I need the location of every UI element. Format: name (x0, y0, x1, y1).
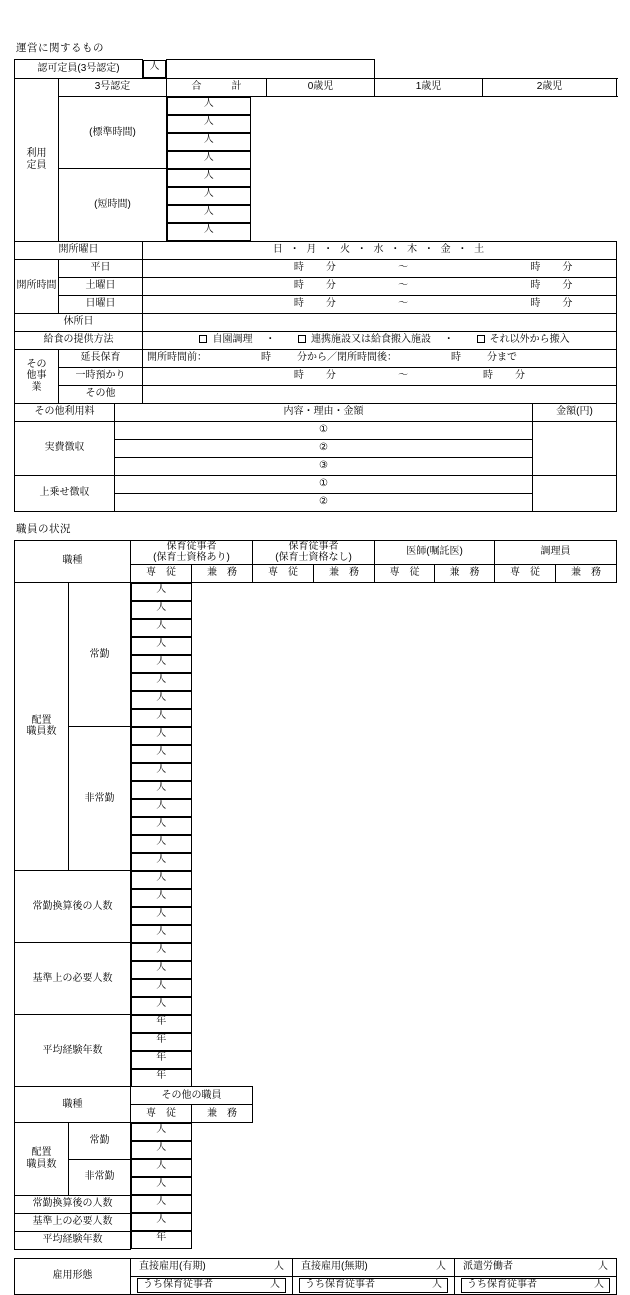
staff-col-certified: 保育従事者 (保育士資格あり) (131, 540, 253, 564)
row-staff-nonregular (15, 727, 617, 871)
extended-care-hour2: 時 (451, 352, 462, 364)
usage-standard-age0[interactable]: 人 (167, 115, 251, 133)
employment-type-label: 雇用形態 (15, 1258, 131, 1294)
other-staff-regular-full[interactable]: 人 (131, 1123, 192, 1141)
extended-care-min-to: 分まで (487, 352, 518, 364)
staff-regular-uncertified-part[interactable]: 人 (131, 637, 192, 655)
extended-care-prefix: 開所時間前： (147, 352, 208, 364)
staff-regular-certified-part[interactable]: 人 (131, 601, 192, 619)
other-fte-label: 常勤換算後の人数 (15, 1195, 131, 1213)
other-staff-count-label: 配置 職員数 (15, 1123, 69, 1196)
staff-job-label: 職種 (15, 540, 131, 582)
avg-exp-certified[interactable]: 年 (131, 1015, 192, 1033)
other-fees-col-content: 内容・理由・金額 (115, 403, 533, 421)
row-open-hours-sunday (15, 295, 617, 313)
required-doctor[interactable]: 人 (131, 979, 192, 997)
extended-care-min-from: 分から／閉所時間後： (297, 352, 398, 364)
actual-fee-label: 実費徴収 (15, 421, 115, 475)
weekday-min2: 分 (562, 262, 573, 274)
row-other-avg-exp (15, 1231, 253, 1249)
open-hours-weekday-label: 平日 (59, 259, 143, 277)
row-authorized-capacity (15, 60, 617, 79)
employment-fixed-term-label: 直接雇用(有期) (139, 1261, 206, 1273)
extra-fee-item-2[interactable]: ② (115, 493, 533, 511)
usage-standard-total[interactable]: 人 (167, 97, 251, 115)
other-business-label: その 他事 業 (15, 349, 59, 403)
staff-nonregular-cook-full[interactable]: 人 (131, 835, 192, 853)
avg-exp-uncertified[interactable]: 年 (131, 1033, 192, 1051)
operations-table (14, 59, 617, 404)
saturday-min: 分 (325, 280, 336, 292)
saturday-hour2: 時 (530, 280, 541, 292)
sunday-min2: 分 (562, 298, 573, 310)
open-days-label: 開所曜日 (15, 241, 143, 259)
temporary-care-label: 一時預かり (59, 367, 143, 385)
row-employment-main (15, 1258, 617, 1276)
other-fees-col-amount: 金額(円) (533, 403, 617, 421)
employment-fixed-term-sub-label: うち保育従事者 (143, 1279, 213, 1291)
other-business-other-value[interactable] (143, 385, 617, 403)
extra-fee-label: 上乗せ徴収 (15, 475, 115, 511)
checkbox-icon-self-cooking[interactable] (199, 335, 207, 343)
required-uncertified[interactable]: 人 (131, 961, 192, 979)
open-days-value[interactable]: 日 ・ 月 ・ 火 ・ 水 ・ 木 ・ 金 ・ 土 (143, 241, 617, 259)
weekday-tilde: 〜 (398, 262, 409, 274)
row-open-days (15, 241, 617, 259)
usage-header-age2: 2歳児 (483, 78, 617, 96)
staff-nonregular-certified-part[interactable]: 人 (131, 745, 192, 763)
required-certified[interactable]: 人 (131, 943, 192, 961)
staff-regular-doctor-full[interactable]: 人 (131, 655, 192, 673)
other-staff-nonregular-part[interactable]: 人 (131, 1177, 192, 1195)
other-staff-regular-part[interactable]: 人 (131, 1141, 192, 1159)
employment-type-table (14, 1258, 617, 1295)
meal-separator-2: ・ (443, 334, 454, 346)
row-other-staff-regular (15, 1123, 253, 1160)
subheader-cook-full: 専 従 (495, 564, 556, 582)
row-other-fees-header (15, 403, 617, 421)
weekday-hour: 時 (293, 262, 304, 274)
employment-dispatch-sub[interactable] (461, 1278, 610, 1293)
actual-fee-item-1[interactable]: ① (115, 421, 533, 439)
other-avg-exp-label: 平均経験年数 (15, 1231, 131, 1249)
staff-nonregular-uncertified-full[interactable]: 人 (131, 763, 192, 781)
row-other-required (15, 1213, 253, 1231)
employment-fixed-term-sub[interactable] (137, 1278, 286, 1293)
open-hours-saturday-label: 土曜日 (59, 277, 143, 295)
open-hours-label: 開所時間 (15, 259, 59, 313)
employment-fixed-term-unit: 人 (274, 1261, 284, 1273)
closed-days-value[interactable] (143, 313, 617, 331)
meal-separator-1: ・ (265, 334, 276, 346)
sunday-hour2: 時 (530, 298, 541, 310)
meal-method-label: 給食の提供方法 (15, 331, 143, 349)
open-hours-saturday-value[interactable] (143, 277, 617, 295)
staff-col-uncertified: 保育従事者 (保育士資格なし) (253, 540, 375, 564)
employment-fixed-term[interactable] (131, 1258, 293, 1276)
fte-doctor[interactable]: 人 (131, 907, 192, 925)
staff-table-other (14, 1086, 253, 1250)
employment-permanent-sub[interactable] (299, 1278, 448, 1293)
other-fees-label: その他利用料 (15, 403, 115, 421)
other-fte-value[interactable]: 人 (131, 1195, 192, 1213)
saturday-tilde: 〜 (398, 280, 409, 292)
employment-fixed-term-sub-unit: 人 (270, 1279, 280, 1291)
staff-nonregular-label: 非常勤 (69, 727, 131, 871)
meal-option-2: 連携施設又は給食搬入施設 (311, 334, 432, 346)
open-hours-sunday-value[interactable] (143, 295, 617, 313)
avg-exp-label: 平均経験年数 (15, 1015, 131, 1087)
employment-dispatch-sub-cell (455, 1276, 617, 1294)
staff-nonregular-doctor-part[interactable]: 人 (131, 817, 192, 835)
usage-header-age0: 0歳児 (267, 78, 375, 96)
employment-permanent-sub-unit: 人 (432, 1279, 442, 1291)
sunday-hour: 時 (293, 298, 304, 310)
subheader-certified-full: 専 従 (131, 564, 192, 582)
actual-fee-item-2[interactable]: ② (115, 439, 533, 457)
row-staff-job-header (15, 540, 617, 564)
staff-count-label: 配置 職員数 (15, 582, 69, 871)
other-staff-nonregular-label: 非常勤 (69, 1159, 131, 1195)
extra-fee-amount[interactable] (533, 475, 617, 511)
row-average-experience (15, 1015, 617, 1087)
subheader-doctor-part: 兼 務 (435, 564, 495, 582)
temporary-tilde: 〜 (398, 370, 409, 382)
employment-dispatch-sub-label: うち保育従事者 (467, 1279, 537, 1291)
employment-permanent-label: 直接雇用(無期) (301, 1261, 368, 1273)
temporary-min2: 分 (515, 370, 526, 382)
temporary-hour2: 時 (483, 370, 494, 382)
usage-header-age1: 1歳児 (375, 78, 483, 96)
open-hours-sunday-label: 日曜日 (59, 295, 143, 313)
subheader-uncertified-full: 専 従 (253, 564, 314, 582)
usage-short-age2[interactable]: 人 (167, 223, 251, 241)
temporary-hour: 時 (293, 370, 304, 382)
usage-short-total[interactable]: 人 (167, 169, 251, 187)
row-other-staff-header (15, 1087, 253, 1105)
usage-short-age1[interactable]: 人 (167, 205, 251, 223)
other-fees-table (14, 403, 617, 512)
staff-nonregular-cook-part[interactable]: 人 (131, 853, 192, 871)
fte-certified[interactable]: 人 (131, 871, 192, 889)
other-staff-column: その他の職員 (131, 1087, 253, 1105)
usage-standard-age1[interactable]: 人 (167, 133, 251, 151)
staff-regular-cook-full[interactable]: 人 (131, 691, 192, 709)
row-extra-fee-1 (15, 475, 617, 493)
row-open-hours-weekday (15, 259, 617, 277)
saturday-min2: 分 (562, 280, 573, 292)
row-usage-short (15, 169, 617, 242)
usage-short-age0[interactable]: 人 (167, 187, 251, 205)
usage-short-label: (短時間) (59, 169, 167, 242)
staff-regular-certified-full[interactable]: 人 (131, 583, 192, 601)
actual-fee-item-3[interactable]: ③ (115, 457, 533, 475)
row-staff-regular (15, 582, 617, 727)
staff-regular-label: 常勤 (69, 582, 131, 727)
staff-col-cook: 調理員 (495, 540, 617, 564)
meal-option-3: それ以外から搬入 (489, 334, 570, 346)
usage-capacity-label: 利用 定員 (15, 78, 59, 241)
checkbox-icon-partner-facility[interactable] (298, 335, 306, 343)
row-extended-care (15, 349, 617, 367)
employment-permanent-sub-cell (293, 1276, 455, 1294)
fte-label: 常勤換算後の人数 (15, 871, 131, 943)
staff-table-main (14, 540, 617, 1088)
avg-exp-doctor[interactable]: 年 (131, 1051, 192, 1069)
temporary-care-value[interactable] (143, 367, 617, 385)
required-label: 基準上の必要人数 (15, 943, 131, 1015)
avg-exp-cook[interactable]: 年 (131, 1069, 192, 1087)
meal-option-1: 自園調理 (212, 334, 253, 346)
section-title-operations: 運営に関するもの (16, 42, 104, 54)
staff-regular-uncertified-full[interactable]: 人 (131, 619, 192, 637)
other-avg-exp-value[interactable]: 年 (131, 1231, 192, 1249)
extended-care-value[interactable] (143, 349, 617, 367)
extra-fee-item-1[interactable]: ① (115, 475, 533, 493)
subheader-certified-part: 兼 務 (192, 564, 253, 582)
employment-dispatch-unit: 人 (598, 1261, 608, 1273)
open-hours-weekday-value[interactable] (143, 259, 617, 277)
other-business-other-label: その他 (59, 385, 143, 403)
usage-header-total: 合 計 (167, 78, 267, 96)
row-fulltime-equivalent (15, 871, 617, 943)
staff-regular-doctor-part[interactable]: 人 (131, 673, 192, 691)
required-cook[interactable]: 人 (131, 997, 192, 1015)
employment-permanent-sub-label: うち保育従事者 (305, 1279, 375, 1291)
staff-nonregular-doctor-full[interactable]: 人 (131, 799, 192, 817)
employment-permanent-unit: 人 (436, 1261, 446, 1273)
extended-care-label: 延長保育 (59, 349, 143, 367)
subheader-cook-part: 兼 務 (556, 564, 617, 582)
actual-fee-amount[interactable] (533, 421, 617, 475)
fte-cook[interactable]: 人 (131, 925, 192, 943)
row-open-hours-saturday (15, 277, 617, 295)
subheader-doctor-full: 専 従 (375, 564, 435, 582)
employment-dispatch-sub-unit: 人 (594, 1279, 604, 1291)
weekday-min: 分 (325, 262, 336, 274)
checkbox-icon-other-delivery[interactable] (477, 335, 485, 343)
usage-standard-label: (標準時間) (59, 96, 167, 169)
row-other-business-other (15, 385, 617, 403)
subheader-uncertified-part: 兼 務 (314, 564, 375, 582)
row-usage-standard (15, 96, 617, 169)
row-temporary-care (15, 367, 617, 385)
weekday-hour2: 時 (530, 262, 541, 274)
usage-standard-age2[interactable]: 人 (167, 151, 251, 169)
other-staff-regular-label: 常勤 (69, 1123, 131, 1160)
staff-col-doctor: 医師(嘱託医) (375, 540, 495, 564)
other-staff-job-label: 職種 (15, 1087, 131, 1123)
employment-permanent[interactable] (293, 1258, 455, 1276)
other-subheader-part: 兼 務 (192, 1105, 253, 1123)
row-other-fte (15, 1195, 253, 1213)
row-required-staff (15, 943, 617, 1015)
closed-days-label: 休所日 (15, 313, 143, 331)
other-required-label: 基準上の必要人数 (15, 1213, 131, 1231)
other-subheader-full: 専 従 (131, 1105, 192, 1123)
staff-regular-cook-part[interactable]: 人 (131, 709, 192, 727)
authorized-capacity-value[interactable]: 人 (143, 60, 166, 78)
row-usage-header (15, 78, 617, 96)
saturday-hour: 時 (293, 280, 304, 292)
employment-dispatch-label: 派遣労働者 (463, 1261, 513, 1273)
authorized-capacity-blank (167, 60, 375, 79)
row-meal-method (15, 331, 617, 349)
extended-care-hour: 時 (261, 352, 272, 364)
other-staff-nonregular-full[interactable]: 人 (131, 1159, 192, 1177)
other-required-value[interactable]: 人 (131, 1213, 192, 1231)
row-closed-days (15, 313, 617, 331)
usage-header-type: 3号認定 (59, 78, 167, 96)
section-title-staff: 職員の状況 (16, 522, 71, 535)
staff-nonregular-uncertified-part[interactable]: 人 (131, 781, 192, 799)
fte-uncertified[interactable]: 人 (131, 889, 192, 907)
temporary-min: 分 (325, 370, 336, 382)
staff-nonregular-certified-full[interactable]: 人 (131, 727, 192, 745)
employment-dispatch[interactable] (455, 1258, 617, 1276)
employment-fixed-term-sub-cell (131, 1276, 293, 1294)
authorized-capacity-label: 認可定員(3号認定) (15, 60, 143, 79)
sunday-min: 分 (325, 298, 336, 310)
row-actual-fee-1 (15, 421, 617, 439)
meal-method-options (143, 331, 617, 349)
sunday-tilde: 〜 (398, 298, 409, 310)
